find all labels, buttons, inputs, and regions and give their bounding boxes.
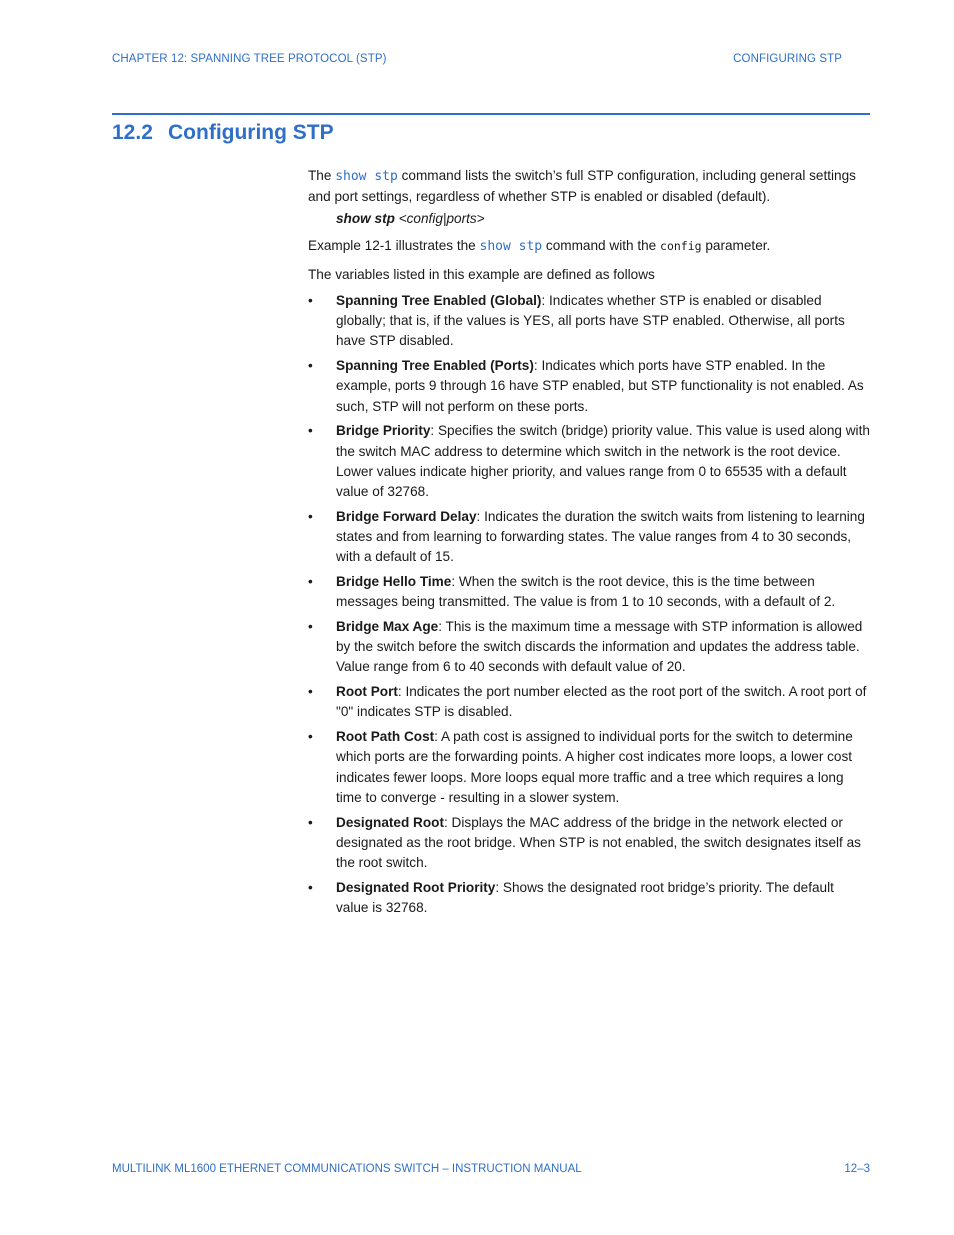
bullet-icon: • (308, 423, 313, 439)
intro-command-code: show stp (335, 169, 398, 184)
bullet-icon: • (308, 684, 313, 700)
bullet-icon: • (308, 358, 313, 374)
bullet-icon: • (308, 574, 313, 590)
definition-term: Bridge Max Age (336, 619, 439, 635)
section-title-text: Configuring STP (168, 121, 334, 144)
section-rule (112, 113, 870, 115)
definition-term: Bridge Forward Delay (336, 508, 477, 524)
intro-post: command lists the switch’s full STP configuration, including general settings and port settings, regardless of whether STP is enabled or disabled (default). (308, 168, 856, 205)
example-paragraph (308, 236, 870, 257)
section-heading (112, 121, 334, 145)
definition-term: Root Port (336, 684, 398, 700)
example-command-code: show stp (479, 238, 543, 254)
definition-text: : When the switch is the root device, this is the time between messages being transmitted. The value is from 1 to 10 seconds, with a default of 2. (336, 574, 836, 610)
list-item (308, 291, 870, 352)
section-number: 12.2 (112, 121, 153, 144)
example-param-code: config (660, 238, 702, 253)
list-item (308, 682, 870, 722)
definition-term: Root Path Cost (336, 729, 435, 745)
header-section: CONFIGURING STP (733, 53, 842, 65)
definition-text: : This is the maximum time a message with STP information is allowed by the switch before the switch discards the information and updates the address table. Value range from 6 to 40 seconds with default value of 20. (336, 619, 863, 675)
definition-term: Bridge Priority (336, 423, 431, 439)
list-item (308, 507, 870, 568)
list-item (308, 356, 870, 417)
bullet-icon: • (308, 508, 313, 524)
example-pre: Example 12-1 illustrates the (308, 237, 480, 253)
bullet-icon: • (308, 619, 313, 635)
footer-page-number: 12–3 (844, 1163, 870, 1175)
variables-intro: The variables listed in this example are defined as follows (308, 266, 655, 282)
definition-text: : Indicates the port number elected as the root port of the switch. A root port of "0" indicates STP is disabled. (336, 684, 867, 720)
list-item (308, 813, 870, 874)
definition-term: Bridge Hello Time (336, 574, 452, 590)
definition-text: : Indicates the duration the switch waits from listening to learning states and from learning to forwarding states. The value ranges from 4 to 30 seconds, with a default of 15. (336, 508, 865, 565)
definition-term: Designated Root Priority (336, 879, 496, 895)
intro-paragraph (308, 166, 870, 207)
definition-term: Spanning Tree Enabled (Ports) (336, 358, 534, 374)
list-item (308, 617, 870, 678)
list-item (308, 421, 870, 502)
header-chapter: CHAPTER 12: SPANNING TREE PROTOCOL (STP) (112, 53, 387, 65)
command-syntax (308, 209, 870, 229)
body-column (308, 166, 870, 923)
definition-text: : A path cost is assigned to individual ports for the switch to determine which ports are the forwarding points. A higher cost indicates more loops, a lower cost indicates fewer loops. More loops equal more traffic and a tree which requires a long time to converge - resulting in a slower system. (336, 729, 853, 805)
syntax-args: <config|ports> (394, 211, 485, 227)
definition-text: : Specifies the switch (bridge) priority value. This value is used along with the switch MAC address to determine which switch in the network is the root device. Lower values indicate higher priority, and values range from 0 to 65535 with a default value of 32768. (336, 423, 870, 500)
intro-pre: The (308, 168, 336, 183)
bullet-icon: • (308, 879, 313, 895)
bullet-icon: • (308, 293, 313, 309)
definition-text: : Shows the designated root bridge’s priority. The default value is 32768. (336, 879, 834, 916)
bullet-icon: • (308, 814, 313, 830)
example-post: parameter. (701, 237, 771, 253)
definition-text: : Indicates which ports have STP enabled. In the example, ports 9 through 16 have STP enabled, but STP functionality is not enabled. As such, STP will not perform on these ports. (336, 358, 864, 414)
list-item (308, 572, 870, 612)
definition-list (308, 291, 870, 918)
definition-term: Spanning Tree Enabled (Global) (336, 293, 542, 309)
definition-text: : Displays the MAC address of the bridge in the network elected or designated as the root bridge. When STP is not enabled, the switch designates itself as the root switch. (336, 814, 861, 871)
footer-manual-title: MULTILINK ML1600 ETHERNET COMMUNICATIONS SWITCH – INSTRUCTION MANUAL (112, 1163, 582, 1175)
definition-term: Designated Root (336, 814, 444, 830)
definition-text: : Indicates whether STP is enabled or disabled globally; that is, if the values is YES, all ports have STP enabled. Otherwise, all ports have STP disabled. (336, 293, 845, 349)
bullet-icon: • (308, 729, 313, 745)
list-item (308, 878, 870, 918)
list-item (308, 727, 870, 808)
syntax-command: show stp (336, 211, 395, 227)
example-mid: command with the (542, 237, 661, 253)
